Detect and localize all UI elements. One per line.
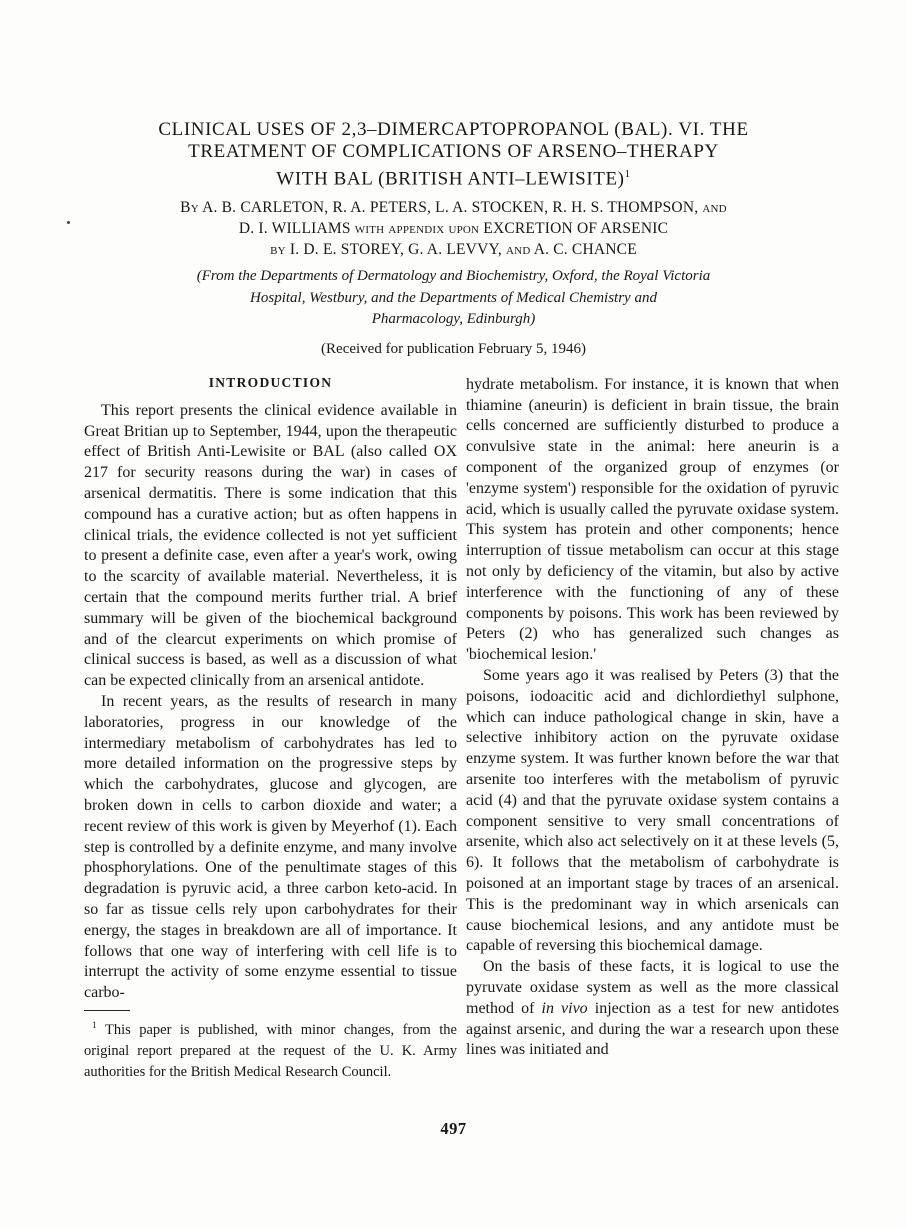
byline-by-label-2: by <box>270 241 286 259</box>
footnote-body: This paper is published, with minor changes, from the original report prepared at the request of the U. K. Army authorities for the British Medical Research Council. <box>84 1021 457 1081</box>
affiliation <box>0 266 907 331</box>
paragraph <box>466 957 839 1061</box>
paragraph: Some years ago it was realised by Peters (3) that the poisons, iodoacitic acid and dichlordiethyl sulphone, which can induce pathological change in skin, have a selective inhibitory action on the pyruvate oxidase enzyme system. It was further known before the war that arsenite too interferes with the metabolism of pyruvic acid (4) and that the pyruvate oxidase system contains a component sensitive to very small concentrations of arsenite, which also act selectively on it at these levels (5, 6). It follows that the metabolism of carbohydrate is poisoned at an important stage by traces of an arsenical. This is the predominant way in which arsenicals can cause biochemical lesions, and any antidote must be capable of reversing this biochemical damage. <box>466 666 839 955</box>
scan-speck <box>67 221 70 224</box>
byline-authors-1: A. B. CARLETON, R. A. PETERS, L. A. STOCKEN, R. H. S. THOMPSON, <box>202 199 699 217</box>
byline-line-3 <box>0 239 907 260</box>
paragraph: hydrate metabolism. For instance, it is known that when thiamine (aneurin) is deficient in brain tissue, the brain cells concerned are sufficiently disturbed to produce a convulsive state in the animal: here aneurin is a component of the organized group of enzymes (or 'enzyme system') responsible for the oxidation of pyruvic acid, which is usually called the pyruvate oxidase system. This system has protein and other components; hence interruption of tissue metabolism can occur at this stage not only by deficiency of the vitamin, but also by active interference with the functioning of any of these components by poisons. This work has been reviewed by Peters (2) who has generalized such changes as 'biochemical lesion.' <box>466 375 839 664</box>
title-line-3 <box>0 163 907 190</box>
footnote-block <box>84 1010 457 1083</box>
affiliation-line-1: (From the Departments of Dermatology and Biochemistry, Oxford, the Royal Victoria <box>196 268 711 285</box>
byline-authors-2: I. D. E. STOREY, G. A. LEVVY, <box>289 241 502 259</box>
affiliation-line-2: Hospital, Westbury, and the Departments of Medical Chemistry and <box>250 289 657 306</box>
byline-author-williams: D. I. WILLIAMS <box>238 220 351 238</box>
title-line-3-text: WITH BAL (BRITISH ANTI–LEWISITE) <box>276 168 625 190</box>
footnote-marker: 1 <box>92 1020 97 1031</box>
footnote-text <box>84 1016 457 1083</box>
paragraph-segment: On the basis of these facts, it is logical to use the pyruvate oxidase system as well as the more classical method of <box>466 958 839 1017</box>
article-header <box>0 119 907 359</box>
paragraph: This report presents the clinical evidence available in Great Britian up to September, 1944, upon the therapeutic effect of British Anti-Lewisite or BAL (also called OX 217 for security reasons during the war) in cases of arsenical dermatitis. There is some indication that this compound has a curative action; but as often happens in clinical trials, the evidence collected is not yet sufficient to present a definite case, even after a year's work, owing to the scarcity of available material. Nevertheless, it is certain that the compound merits further trial. A brief summary will be given of the biochemical background and of the clearcut experiments on which promise of clinical success is based, as well as a discussion of what can be expected clinically from an arsenical antidote. <box>84 401 457 690</box>
introduction-heading: INTRODUCTION <box>208 374 333 390</box>
byline-line-1 <box>0 197 907 218</box>
right-column <box>466 372 839 1084</box>
byline-by-label: By <box>180 199 199 217</box>
byline <box>0 197 907 260</box>
byline-appendix-label: with appendix upon <box>354 220 480 238</box>
paragraph-segment: injection as a test for new antidotes against arsenic, and during the war a research upon these lines was initiated and <box>466 999 840 1059</box>
footnote-rule <box>84 1010 130 1011</box>
received-note: (Received for publication February 5, 1946) <box>321 340 586 357</box>
title-line-1: CLINICAL USES OF 2,3–DIMERCAPTOPROPANOL (BAL). VI. THE <box>158 119 749 140</box>
two-column-body <box>0 372 907 1084</box>
left-column <box>84 372 457 1084</box>
title-line-2: TREATMENT OF COMPLICATIONS OF ARSENO–THERAPY <box>188 141 719 162</box>
affiliation-line-3: Pharmacology, Edinburgh) <box>371 311 536 328</box>
in-vivo-italic: in vivo <box>541 999 588 1017</box>
title-footnote-marker: 1 <box>624 168 631 180</box>
byline-line-2 <box>0 218 907 239</box>
byline-appendix-subject: EXCRETION OF ARSENIC <box>483 220 669 238</box>
article-title <box>0 119 907 190</box>
page-number: 497 <box>440 1119 467 1138</box>
paragraph: In recent years, as the results of research in many laboratories, progress in our knowledge of the intermediary metabolism of carbohydrates has led to more detailed information on the progressive steps by which the carbohydrates, glucose and glycogen, are broken down in cells to carbon dioxide and water; a recent review of this work is given by Meyerhof (1). Each step is controlled by a definite enzyme, and many involve phosphorylations. One of the penultimate stages of this degradation is pyruvic acid, a three carbon keto-acid. In so far as tissue cells rely upon carbohydrates for their energy, the stages in breakdown are all of importance. It follows that one way of interfering with cell life is to interrupt the activity of some enzyme essential to tissue carbo- <box>84 692 457 1002</box>
byline-and-label-2: and <box>506 241 531 259</box>
byline-author-chance: A. C. CHANCE <box>533 241 637 259</box>
byline-and-label: and <box>702 199 727 217</box>
